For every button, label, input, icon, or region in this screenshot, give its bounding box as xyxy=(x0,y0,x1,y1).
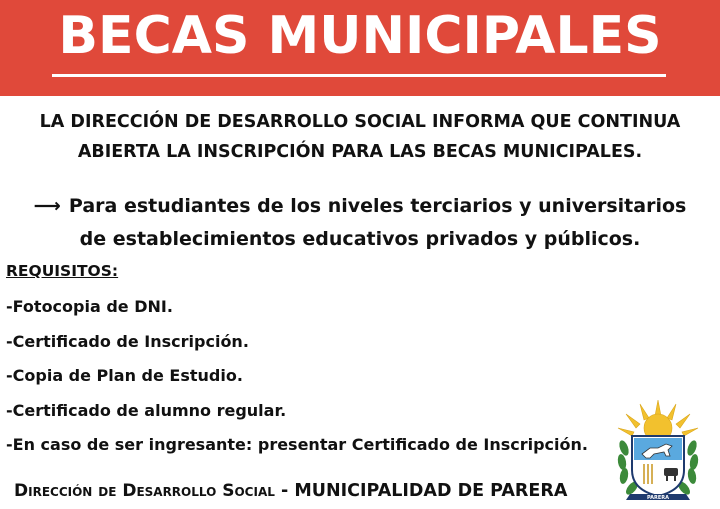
target-line-2: de establecimientos educativos privados y públicos. xyxy=(79,228,641,250)
announcement-line-1: LA DIRECCIÓN DE DESARROLLO SOCIAL INFORMA QUE CONTINUA xyxy=(39,112,681,132)
requirement-item: -Certificado de alumno regular. xyxy=(6,400,287,420)
requirement-item: -Copia de Plan de Estudio. xyxy=(6,366,243,385)
right-arrow-icon: ⟶ xyxy=(33,195,61,217)
requirement-item: -En caso de ser ingresante: presentar Certificado de Inscripción. xyxy=(6,435,588,454)
requirements-title: REQUISITOS: xyxy=(6,262,119,280)
footer xyxy=(14,478,567,504)
target-line-1 xyxy=(0,190,720,223)
requirements-list xyxy=(6,290,616,463)
footer-municipality: MUNICIPALIDAD DE PARERA xyxy=(294,481,568,501)
page-title: BECAS MUNICIPALES xyxy=(58,6,662,66)
title-underline xyxy=(52,74,666,77)
requirement-item: -Certificado de Inscripción. xyxy=(6,331,249,351)
footer-separator: - xyxy=(274,481,295,501)
requirement-item: -Fotocopia de DNI. xyxy=(6,297,173,316)
target-audience xyxy=(0,190,720,256)
crest-ribbon-text: PARERA xyxy=(646,495,670,501)
municipal-coat-of-arms-icon xyxy=(610,398,706,504)
footer-department: Dirección de Desarrollo Social xyxy=(14,481,275,501)
announcement xyxy=(0,107,720,167)
target-line-1-text: Para estudiantes de los niveles terciarios y universitarios xyxy=(68,195,687,217)
header-banner xyxy=(0,0,720,96)
announcement-line-2: ABIERTA LA INSCRIPCIÓN PARA LAS BECAS MUNICIPALES. xyxy=(77,142,643,162)
